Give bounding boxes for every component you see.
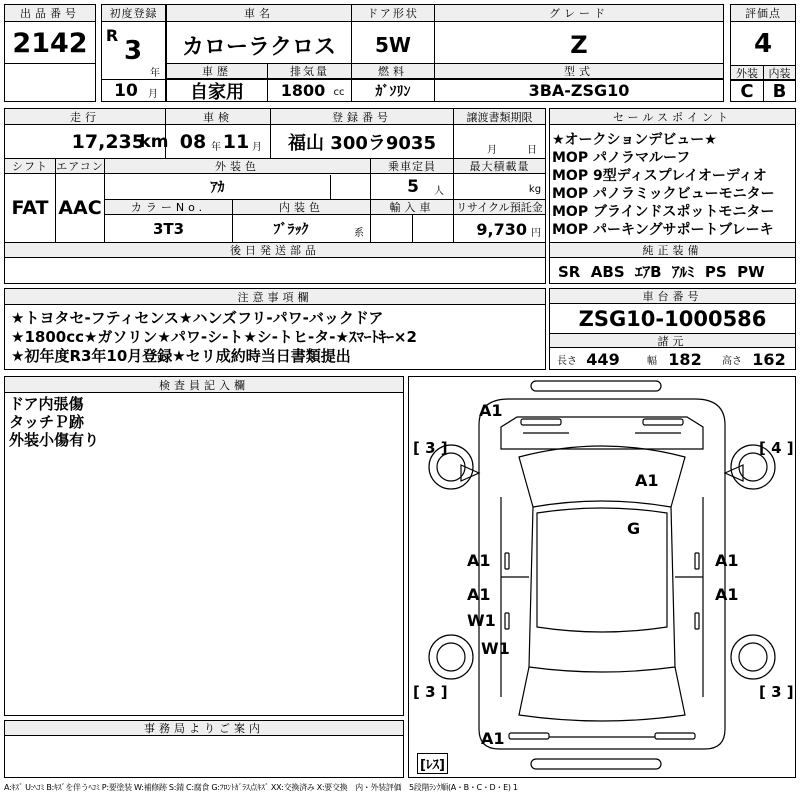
reg-month: 10 <box>114 81 138 101</box>
car-info-box <box>166 4 724 102</box>
sales-points-label: セールスポイント <box>550 109 795 125</box>
shift: FAT <box>11 197 49 219</box>
notes-label: 注意事項欄 <box>5 289 545 305</box>
cc-unit: cc <box>333 86 345 98</box>
inspector-box <box>4 376 404 716</box>
capacity: 5 <box>407 177 419 197</box>
note-line: ★1800cc★ガソリン★パワ-シ-ト★シ-トヒ-タ-★ｽﾏｰﾄｷｰ×2 <box>11 328 417 346</box>
mileage-label: 走行 <box>5 109 165 125</box>
sales-point-item: ★オークションデビュー★ <box>552 132 717 148</box>
capacity-label: 乗車定員 <box>371 159 453 174</box>
sales-point-item: MOP パーキングサポートブレーキ <box>552 222 774 238</box>
sales-point-item: MOP ブラインドスポットモニター <box>552 204 775 220</box>
ac-label: エアコン <box>56 160 104 173</box>
model: 3BA-ZSG10 <box>528 81 630 100</box>
tire-rear-right: [ 3 ] <box>759 683 794 701</box>
equipment-list: SR ABS ｴｱB ｱﾙﾐ PS PW <box>558 262 765 281</box>
score: 4 <box>753 29 773 59</box>
transfer-month-unit: 月 <box>487 144 497 156</box>
recycle-label: リサイクル預託金 <box>454 200 545 215</box>
ext-color-label: 外装色 <box>105 159 370 174</box>
capacity-unit: 人 <box>434 185 444 197</box>
later-parts-label: 後日発送部品 <box>5 243 545 258</box>
inspector-note: 外装小傷有り <box>9 431 100 449</box>
damage-mark-front-bumper: A1 <box>479 401 503 420</box>
interior-label: 内装 <box>764 66 795 80</box>
damage-mark-right-rear-door: A1 <box>715 585 739 604</box>
reg-year: 3 <box>123 36 143 66</box>
history-label: 車歴 <box>167 64 267 79</box>
model-label: 型式 <box>435 64 723 79</box>
sales-point-item: MOP パノラミックビューモニター <box>552 186 775 202</box>
dims-label: 諸元 <box>550 334 795 348</box>
damage-mark-right-front-door: A1 <box>715 551 739 570</box>
first-reg-box <box>101 4 166 102</box>
lot-label: 出品番号 <box>5 5 95 22</box>
color-no: 3T3 <box>152 220 185 238</box>
damage-diagram <box>408 376 796 778</box>
chassis-box <box>549 288 796 370</box>
door-type: 5W <box>375 33 411 57</box>
shift-label: シフト <box>5 159 55 174</box>
height-label: 高さ <box>722 355 742 367</box>
score-box <box>730 4 796 102</box>
recycle-fee: 9,730 <box>476 219 527 239</box>
lot-box <box>4 4 96 102</box>
max-load-unit: kg <box>528 183 542 195</box>
inspector-note: ドア内張傷 <box>9 395 84 413</box>
fuel-label: 燃料 <box>352 64 434 79</box>
office-label: 事務局よりご案内 <box>5 721 403 736</box>
transfer-day-unit: 日 <box>527 144 537 156</box>
exterior-label: 外装 <box>731 66 763 80</box>
max-load-label: 最大積載量 <box>454 159 545 174</box>
fuel: ｶﾞｿﾘﾝ <box>375 83 411 100</box>
int-color-suffix: 系 <box>354 227 364 239</box>
damage-mark-rear-bumper: A1 <box>481 729 505 748</box>
int-color-label: 内装色 <box>233 200 370 215</box>
first-reg-label: 初度登録 <box>102 5 165 22</box>
sales-point-item: MOP パノラマルーフ <box>552 150 691 166</box>
car-name: カローラクロス <box>181 34 336 60</box>
plate-label: 登録番号 <box>271 109 453 125</box>
recycle-unit: 円 <box>531 227 541 239</box>
inspector-label: 検査員記入欄 <box>5 377 403 393</box>
ext-color: ｱｶ <box>210 180 225 196</box>
note-line: ★初年度R3年10月登録★セリ成約時当日書類提出 <box>11 347 351 365</box>
lot-number: 2142 <box>12 27 88 59</box>
inspector-note: タッチＰ跡 <box>9 413 85 431</box>
import-label: 輸入車 <box>371 200 453 215</box>
height: 162 <box>752 349 786 369</box>
width-label: 幅 <box>647 355 657 367</box>
interior-score: B <box>772 80 787 102</box>
plate: 福山 300ラ9035 <box>288 133 436 154</box>
score-label: 評価点 <box>731 5 795 22</box>
insp-year: 08 <box>179 131 207 153</box>
details-box <box>4 108 546 284</box>
km-unit: km <box>139 132 169 152</box>
air-conditioner: AAC <box>58 197 102 219</box>
grade-label: グレード <box>435 5 723 22</box>
sales-point-item: MOP 9型ディスプレイオーディオ <box>552 168 767 184</box>
length: 449 <box>586 349 620 369</box>
month-unit: 月 <box>148 88 158 100</box>
note-line: ★トヨタセ-フティセンス★ハンズフリ-パワ-バックドア <box>11 309 384 327</box>
grade: Z <box>570 31 588 59</box>
insp-year-unit: 年 <box>211 141 221 153</box>
chassis-number: ZSG10-1000586 <box>578 307 767 331</box>
transfer-label: 譲渡書類期限 <box>454 109 545 125</box>
damage-mark-left-rear-door: A1 <box>467 585 491 604</box>
car-name-label: 車名 <box>167 5 351 22</box>
car-outline <box>409 377 795 777</box>
displacement-label: 排気量 <box>268 64 351 79</box>
tire-rear-left: [ 3 ] <box>413 683 448 701</box>
sales-points-box <box>549 108 796 284</box>
displacement: 1800 <box>280 81 326 100</box>
history: 自家用 <box>190 81 244 103</box>
equipment-label: 純正装備 <box>550 243 795 258</box>
exterior-score: C <box>740 80 754 102</box>
damage-mark-hood: A1 <box>635 471 659 490</box>
damage-legend: A:ｷｽﾞ U:ﾍｺﾐ B:ｷｽﾞを伴うﾍｺﾐ P:要塗装 W:補修跡 S:錆 C:腐食 G:ﾌﾛﾝﾄｶﾞﾗｽ点ｷｽﾞ XX:交換済み X:要交換 内・外装評価 5段階ﾗﾝｸ順(A・B・C・D・E) 1 <box>4 783 518 792</box>
year-unit: 年 <box>150 67 160 79</box>
door-label: ドア形状 <box>352 5 434 22</box>
tire-front-left: [ 3 ] <box>413 439 448 457</box>
length-label: 長さ <box>557 355 577 367</box>
damage-mark-roof: G <box>627 519 641 538</box>
insp-month: 11 <box>222 131 250 153</box>
mileage: 17,235 <box>71 131 145 153</box>
color-no-label: カラーNo. <box>105 200 232 215</box>
spare-tire: [ﾚｽ] <box>417 753 448 774</box>
office-box <box>4 720 404 778</box>
damage-mark-left-quarter: W1 <box>481 639 510 658</box>
tire-front-right: [ 4 ] <box>759 439 794 457</box>
int-color: ﾌﾞﾗｯｸ <box>273 222 309 238</box>
era: R <box>105 25 119 45</box>
damage-mark-left-front-door: A1 <box>467 551 491 570</box>
inspection-label: 車検 <box>166 109 270 125</box>
chassis-label: 車台番号 <box>550 289 795 304</box>
width: 182 <box>668 349 702 369</box>
damage-mark-left-rear-door-2: W1 <box>467 611 496 630</box>
insp-month-unit: 月 <box>252 141 262 153</box>
notes-box <box>4 288 546 370</box>
